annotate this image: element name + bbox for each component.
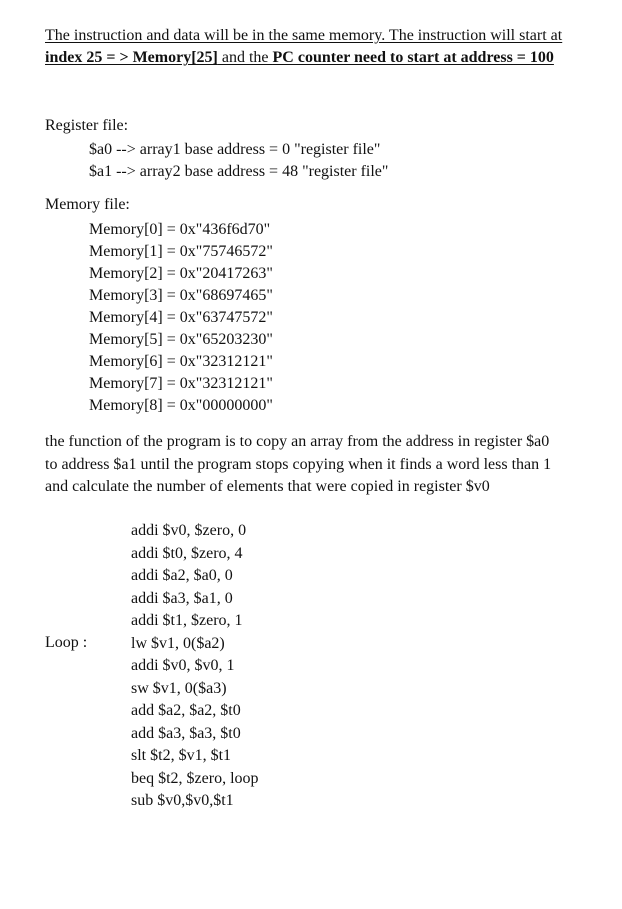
- code-line: sub $v0,$v0,$t1: [131, 792, 234, 809]
- code-line: lw $v1, 0($a2): [131, 634, 225, 652]
- code-line: sw $v1, 0($a3): [131, 679, 227, 697]
- memory-file-heading: Memory file:: [45, 196, 130, 213]
- intro-bold-pc: PC counter need to start at address = 100: [272, 49, 554, 66]
- register-line-a0: $a0 --> array1 base address = 0 "register file": [89, 141, 381, 158]
- intro-text-2: and the: [217, 49, 273, 66]
- memory-line: Memory[2] = 0x"20417263": [89, 265, 273, 282]
- intro-text-1: The instruction and data will be in the same memory. The instruction will start at: [45, 27, 563, 44]
- code-line: addi $t0, $zero, 4: [131, 544, 243, 562]
- code-line: addi $v0, $zero, 0: [131, 522, 247, 539]
- program-description: the function of the program is to copy an array from the address in register $a0 to address $a1 until the program stops copying when it finds a word less than 1 and calculate the number of elements that were copied in register $v0: [45, 433, 552, 495]
- code-line: add $a2, $a2, $t0: [131, 702, 241, 719]
- memory-line: Memory[1] = 0x"75746572": [89, 243, 273, 260]
- memory-line: Memory[6] = 0x"32312121": [89, 353, 273, 370]
- code-line: addi $v0, $v0, 1: [131, 657, 235, 674]
- code-line: addi $a2, $a0, 0: [131, 567, 233, 584]
- memory-list: [89, 219, 273, 417]
- memory-line: Memory[0] = 0x"436f6d70": [89, 221, 271, 238]
- memory-line: Memory[8] = 0x"00000000": [89, 397, 273, 414]
- code-line: slt $t2, $v1, $t1: [131, 747, 232, 764]
- code-line: addi $t1, $zero, 1: [131, 612, 243, 629]
- memory-line: Memory[5] = 0x"65203230": [89, 331, 273, 348]
- register-file-heading: Register file:: [45, 117, 129, 134]
- code-line: addi $a3, $a1, 0: [131, 589, 233, 607]
- code-listing: [131, 520, 259, 813]
- register-line-a1: $a1 --> array2 base address = 48 "register file": [89, 163, 389, 180]
- loop-label: Loop :: [45, 634, 88, 651]
- intro-bold-index: index 25 = > Memory[25]: [45, 49, 218, 66]
- code-line: beq $t2, $zero, loop: [131, 769, 259, 787]
- memory-line: Memory[4] = 0x"63747572": [89, 309, 273, 326]
- intro-paragraph: [45, 25, 585, 69]
- memory-line: Memory[3] = 0x"68697465": [89, 287, 273, 304]
- code-line: add $a3, $a3, $t0: [131, 724, 241, 742]
- memory-line: Memory[7] = 0x"32312121": [89, 375, 273, 392]
